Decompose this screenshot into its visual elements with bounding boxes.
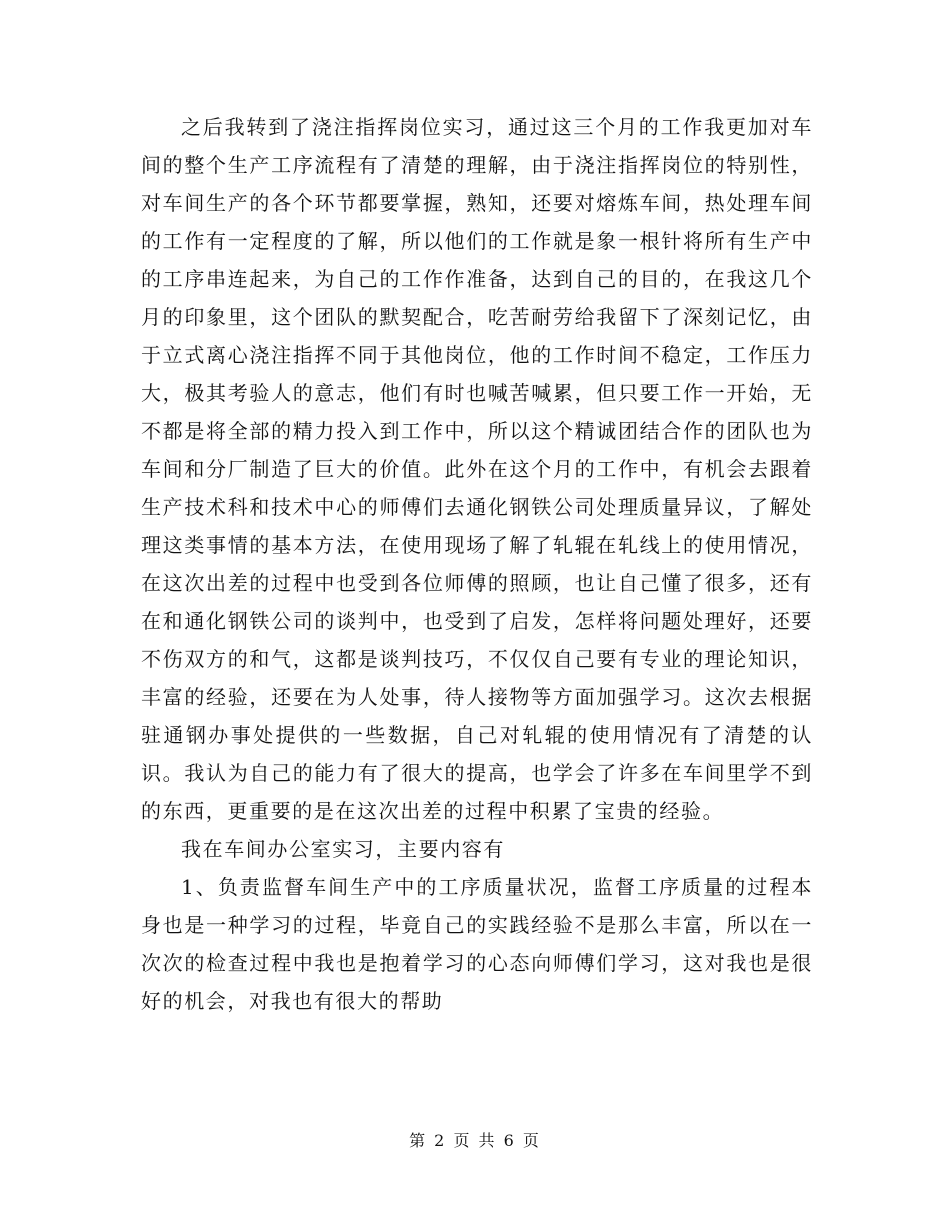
- paragraph-office-intro: 我在车间办公室实习，主要内容有: [181, 837, 505, 861]
- paragraph-item-1: 1、负责监督车间生产中的工序质量状况，监督工序质量的过程本身也是一种学习的过程，毕竟自己的实践经验不是那么丰富，所以在一次次的检查过程中我也是抱着学习的心态向师傅们学习，这对我也是很好的机会，对我也有很大的帮助: [141, 875, 813, 1013]
- page-footer: 第 2 页 共 6 页: [409, 1131, 541, 1150]
- document-body: [141, 108, 813, 1020]
- paragraph-internship-pouring: 之后我转到了浇注指挥岗位实习，通过这三个月的工作我更加对车间的整个生产工序流程有了清楚的理解，由于浇注指挥岗位的特别性，对车间生产的各个环节都要掌握，熟知，还要对熔炼车间，热处理车间的工作有一定程度的了解，所以他们的工作就是象一根针将所有生产中的工序串连起来，为自己的工作作准备，达到自己的目的，在我这几个月的印象里，这个团队的默契配合，吃苦耐劳给我留下了深刻记忆，由于立式离心浇注指挥不同于其他岗位，他的工作时间不稳定，工作压力大，极其考验人的意志，他们有时也喊苦喊累，但只要工作一开始，无不都是将全部的精力投入到工作中，所以这个精诚团结合作的团队也为车间和分厂制造了巨大的价值。此外在这个月的工作中，有机会去跟着生产技术科和技术中心的师傅们去通化钢铁公司处理质量异议，了解处理这类事情的基本方法，在使用现场了解了轧辊在轧线上的使用情况，在这次出差的过程中也受到各位师傅的照顾，也让自己懂了很多，还有在和通化钢铁公司的谈判中，也受到了启发，怎样将问题处理好，还要不伤双方的和气，这都是谈判技巧，不仅仅自己要有专业的理论知识，丰富的经验，还要在为人处事，待人接物等方面加强学习。这次去根据驻通钢办事处提供的一些数据，自己对轧辊的使用情况有了清楚的认识。我认为自己的能力有了很大的提高，也学会了许多在车间里学不到的东西，更重要的是在这次出差的过程中积累了宝贵的经验。: [141, 115, 813, 823]
